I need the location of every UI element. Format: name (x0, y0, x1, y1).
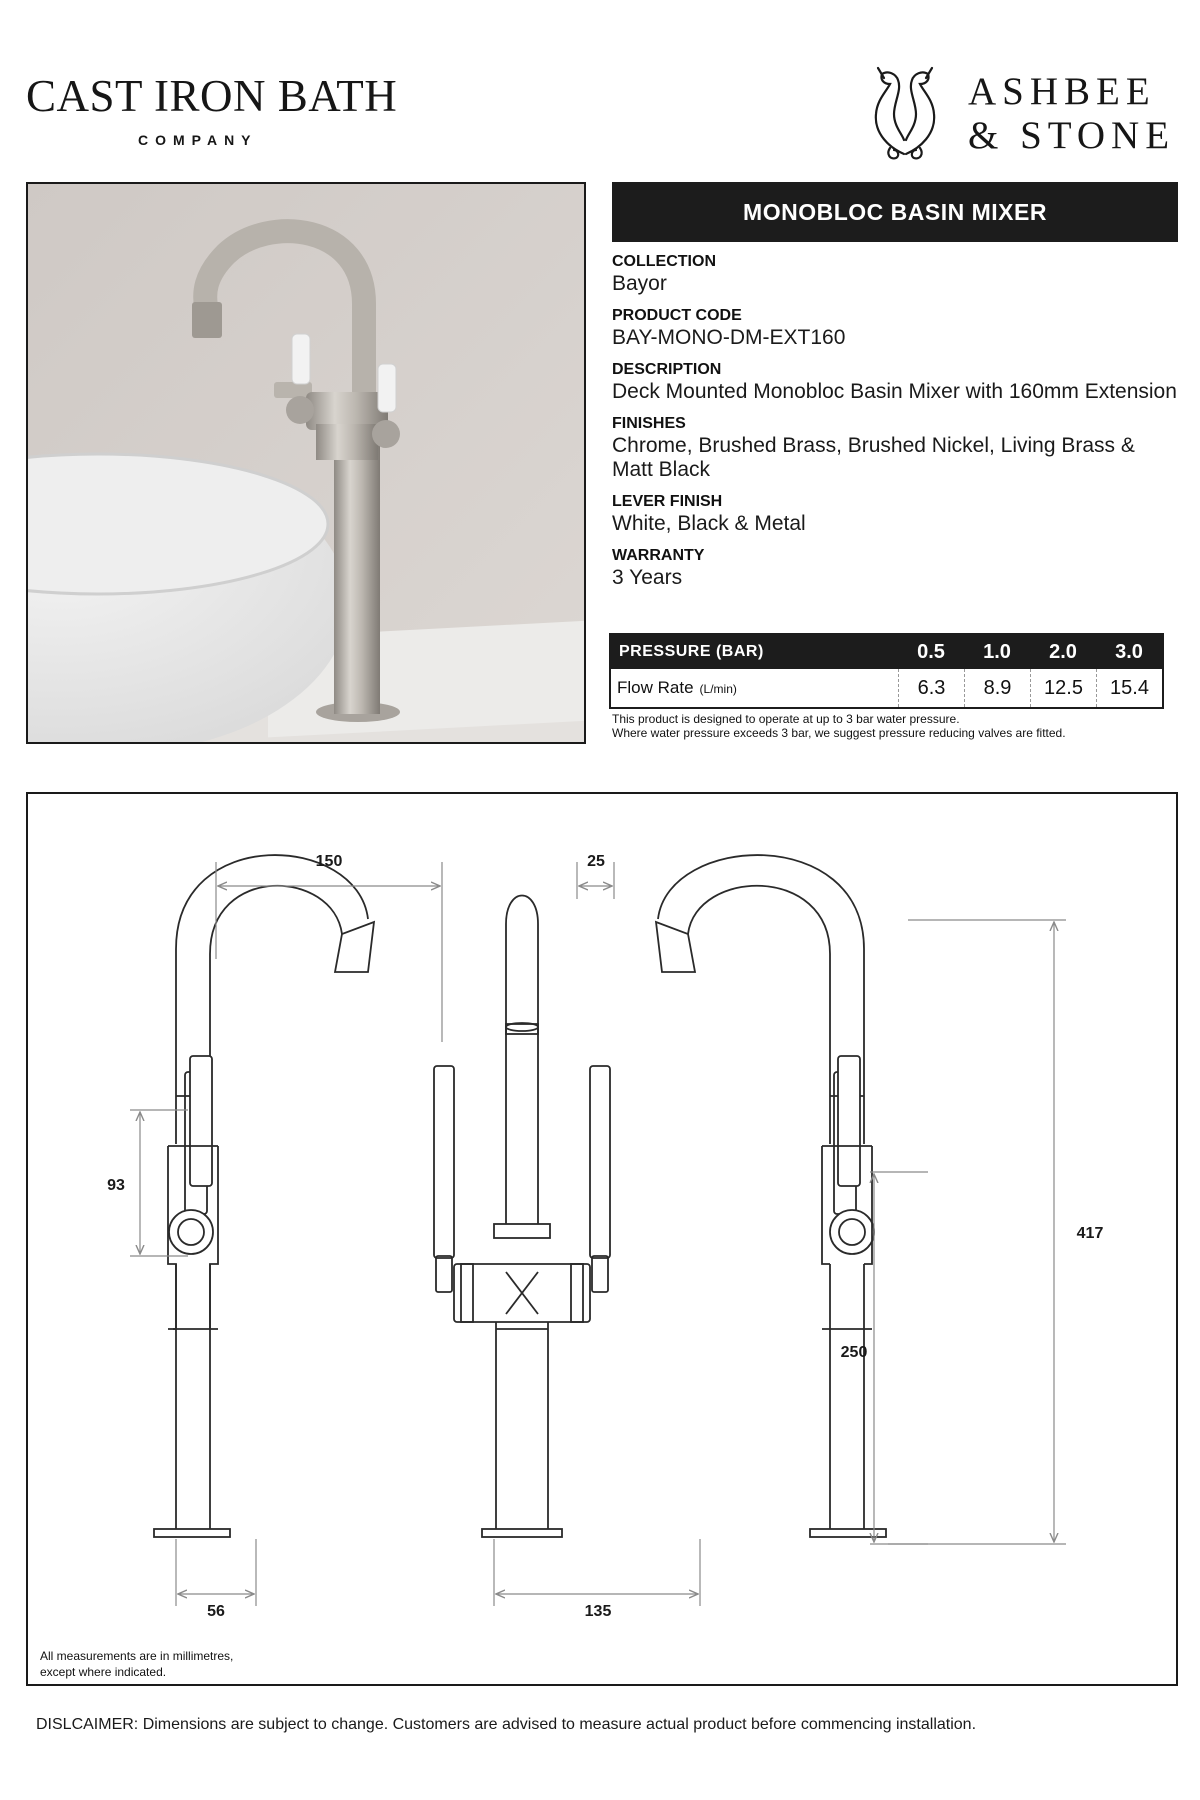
dim-overall-width: 135 (584, 1603, 612, 1620)
brand-wordmark (968, 70, 1175, 158)
flow-rate-value: 6.3 (898, 669, 964, 707)
field-label: COLLECTION (612, 253, 716, 270)
pressure-header-row (611, 635, 1162, 669)
dimension-lines (130, 862, 1066, 1606)
cast-iron-bath-logo (26, 71, 406, 148)
field-value: BAY-MONO-DM-EXT160 (612, 326, 846, 349)
front-view-center (434, 896, 610, 1538)
pressure-value: 1.0 (983, 640, 1011, 663)
dim-spout-width: 25 (587, 853, 605, 870)
field-value: Bayor (612, 272, 667, 295)
field-label: DESCRIPTION (612, 361, 722, 378)
brand-line-2: & STONE (968, 114, 1176, 157)
brand-subtitle: COMPANY (138, 132, 258, 148)
dim-spout-reach: 150 (315, 853, 343, 870)
pressure-value: 3.0 (1115, 640, 1143, 663)
field-value: 3 Years (612, 566, 683, 589)
dim-base-diameter: 56 (207, 1603, 225, 1620)
pressure-note-line: Where water pressure exceeds 3 bar, we suggest pressure reducing valves are fitted. (612, 726, 1066, 740)
brand-name: CAST IRON BATH (26, 71, 398, 121)
pressure-value: 2.0 (1049, 640, 1077, 663)
dim-overall-height: 417 (1076, 1225, 1104, 1242)
pressure-value: 0.5 (917, 640, 945, 663)
side-view-right (656, 855, 886, 1537)
seahorse-emblem-icon (860, 62, 950, 162)
ashbee-stone-logo (860, 62, 1180, 162)
technical-drawing (26, 792, 1178, 1686)
dim-body-height: 250 (840, 1344, 868, 1361)
flow-rate-row (611, 669, 1162, 707)
measurement-note-line: All measurements are in millimetres, (40, 1649, 234, 1663)
measurement-note-line: except where indicated. (40, 1665, 167, 1679)
product-photo (26, 182, 586, 744)
field-lever-finish (612, 492, 1178, 536)
brand-line-1: ASHBEE (968, 70, 1156, 113)
dimension-drawing (28, 794, 1176, 1684)
field-warranty (612, 546, 1178, 590)
field-description (612, 360, 1178, 404)
side-view-left (154, 855, 374, 1537)
measurement-note (40, 1648, 233, 1680)
spec-fields (612, 252, 1178, 590)
flow-rate-value: 12.5 (1030, 669, 1096, 707)
pressure-header-label: PRESSURE (BAR) (619, 643, 764, 660)
flow-rate-text: Flow Rate (617, 678, 694, 697)
spec-panel (612, 182, 1178, 600)
pressure-note (612, 712, 1182, 740)
field-label: PRODUCT CODE (612, 307, 742, 324)
pressure-table (609, 633, 1164, 709)
field-label: LEVER FINISH (612, 493, 723, 510)
tap-photo-illustration (28, 184, 584, 742)
field-finishes (612, 414, 1178, 482)
pressure-note-line: This product is designed to operate at up to 3 bar water pressure. (612, 712, 960, 726)
field-label: FINISHES (612, 415, 686, 432)
product-title: MONOBLOC BASIN MIXER (612, 182, 1178, 242)
flow-rate-value: 8.9 (964, 669, 1030, 707)
field-value: Deck Mounted Monobloc Basin Mixer with 160mm Extension (612, 380, 1177, 403)
disclaimer: DISLCAIMER: Dimensions are subject to change. Customers are advised to measure actual product before commencing installation. (36, 1716, 977, 1733)
dim-lever-height: 93 (107, 1177, 125, 1194)
field-value: White, Black & Metal (612, 512, 806, 535)
flow-rate-label (611, 678, 898, 698)
field-label: WARRANTY (612, 547, 705, 564)
field-collection (612, 252, 1178, 296)
field-value: Chrome, Brushed Brass, Brushed Nickel, Living Brass & Matt Black (612, 434, 1135, 481)
flow-rate-value: 15.4 (1096, 669, 1162, 707)
flow-rate-unit: (L/min) (699, 682, 737, 696)
field-product-code (612, 306, 1178, 350)
